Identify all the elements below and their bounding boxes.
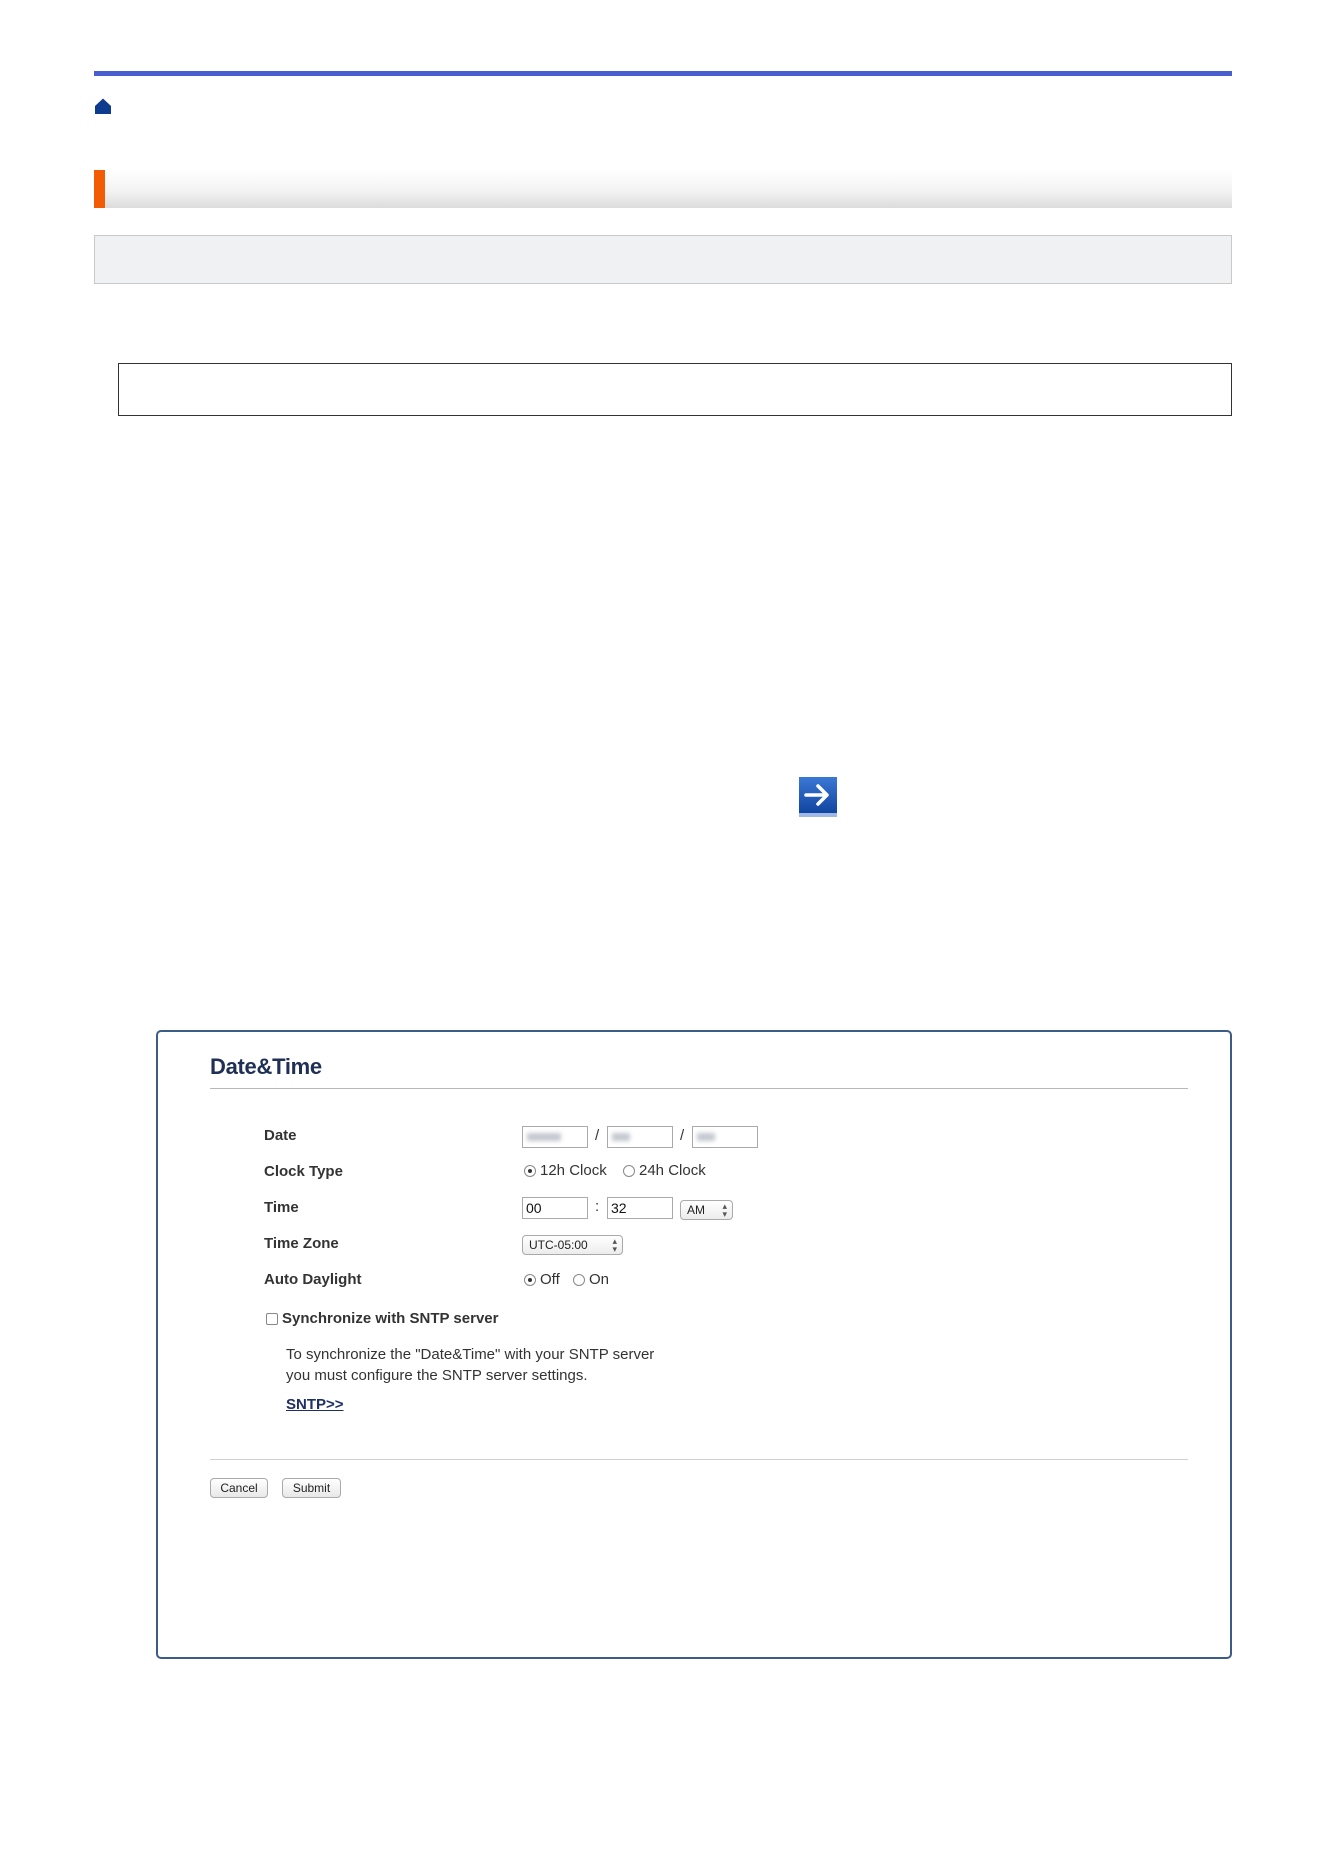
daylight-off-radio[interactable]: [524, 1274, 536, 1286]
date-time-panel: [156, 1030, 1232, 1659]
clock-12h-label: 12h Clock: [540, 1162, 607, 1179]
arrow-right-icon: [799, 777, 837, 817]
date-day-input[interactable]: [692, 1126, 758, 1148]
home-icon[interactable]: [94, 97, 112, 115]
daylight-on-label: On: [589, 1271, 610, 1288]
submit-button[interactable]: Submit: [282, 1478, 341, 1498]
title-divider: [210, 1088, 1188, 1089]
sntp-note-line-2: you must configure the SNTP server settings.: [286, 1367, 588, 1384]
date-separator-1: /: [595, 1127, 600, 1144]
date-separator-2: /: [680, 1127, 685, 1144]
select-arrows-icon: ▴ ▾: [722, 1201, 727, 1219]
ampm-value: AM: [687, 1203, 705, 1217]
sntp-sync-label: Synchronize with SNTP server: [282, 1310, 499, 1327]
time-hour-input[interactable]: 00: [522, 1197, 588, 1219]
daylight-off-label: Off: [540, 1271, 560, 1288]
sntp-link[interactable]: SNTP>>: [286, 1396, 344, 1413]
sntp-note-line-1: To synchronize the "Date&Time" with your SNTP server: [286, 1346, 655, 1363]
clock-type-label: Clock Type: [264, 1163, 343, 1180]
clock-12h-radio[interactable]: [524, 1165, 536, 1177]
time-minute-input[interactable]: 32: [607, 1197, 673, 1219]
cancel-button[interactable]: Cancel: [210, 1478, 268, 1498]
sntp-sync-checkbox[interactable]: [266, 1313, 278, 1325]
time-zone-label: Time Zone: [264, 1235, 339, 1252]
panel-title: Date&Time: [210, 1054, 322, 1079]
clock-24h-radio[interactable]: [623, 1165, 635, 1177]
time-zone-value: UTC-05:00: [529, 1238, 588, 1252]
time-label: Time: [264, 1199, 299, 1216]
outlined-box: [118, 363, 1232, 416]
daylight-on-radio[interactable]: [573, 1274, 585, 1286]
ampm-select[interactable]: [680, 1200, 733, 1220]
auto-daylight-label: Auto Daylight: [264, 1271, 362, 1288]
date-label: Date: [264, 1127, 297, 1144]
date-year-input[interactable]: [522, 1126, 588, 1148]
top-rule: [94, 71, 1232, 76]
footer-divider: [210, 1459, 1188, 1460]
select-arrows-icon: ▴ ▾: [612, 1236, 617, 1254]
time-separator: :: [595, 1198, 600, 1215]
time-zone-select[interactable]: [522, 1235, 623, 1255]
clock-24h-label: 24h Clock: [639, 1162, 706, 1179]
date-month-input[interactable]: [607, 1126, 673, 1148]
section-heading-bar: [94, 170, 1232, 208]
info-box: [94, 235, 1232, 284]
